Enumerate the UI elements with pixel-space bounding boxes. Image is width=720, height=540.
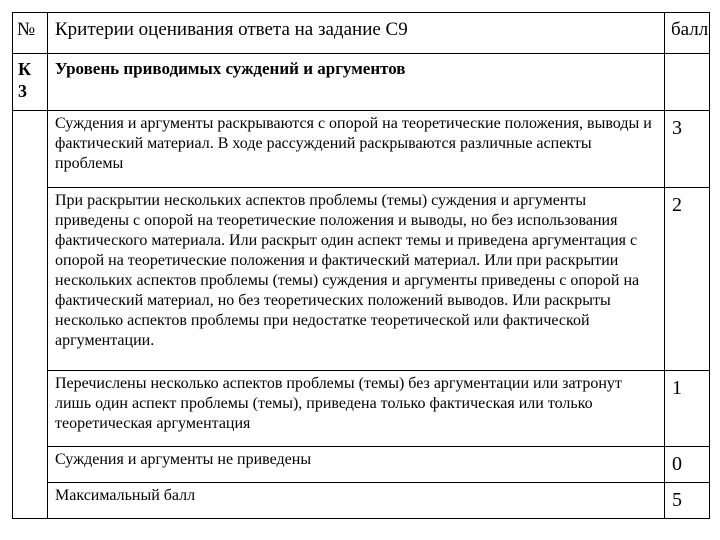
max-score-label: Максимальный балл (48, 483, 665, 519)
section-code-cell (13, 54, 48, 111)
section-title: Уровень приводимых суждений и аргументов (48, 54, 665, 111)
criterion-text: При раскрытии нескольких аспектов проблемы (темы) суждения и аргументы приведены с опорой на теоретические положения и выводы, но без использования фактического материала. Или раскрыт один аспект темы и приведена аргументация с опорой на теоретические положения и фактический материал. Или при раскрытии нескольких аспектов проблемы (темы) суждения и аргументы приведены с опорой на фактический материал, но без теоретических положений выводов. Или раскрыты несколько аспектов проблемы при недостатке теоретической или фактической аргументации. (48, 188, 665, 371)
criterion-text: Суждения и аргументы не приведены (48, 447, 665, 483)
criterion-score: 2 (665, 188, 710, 371)
max-score-value: 5 (665, 483, 710, 519)
table-row (13, 447, 710, 483)
table-row (13, 371, 710, 447)
number-column-merged-cell (13, 111, 48, 519)
section-code-number: 3 (18, 81, 27, 101)
header-points-cell: балл (665, 13, 710, 54)
criterion-score: 3 (665, 111, 710, 188)
table-row (13, 188, 710, 371)
criterion-score: 1 (665, 371, 710, 447)
section-code-letter: К (18, 59, 32, 79)
table-row (13, 111, 710, 188)
max-score-row (13, 483, 710, 519)
header-criteria-cell: Критерии оценивания ответа на задание С9 (48, 13, 665, 54)
section-row (13, 54, 710, 111)
criteria-table (12, 12, 710, 519)
criterion-score: 0 (665, 447, 710, 483)
header-row (13, 13, 710, 54)
section-points-cell (665, 54, 710, 111)
header-number-cell: № (13, 13, 48, 54)
criterion-text: Перечислены несколько аспектов проблемы (темы) без аргументации или затронут лишь один аспект проблемы (темы), приведена только фактическая или только теоретическая аргументация (48, 371, 665, 447)
criterion-text: Суждения и аргументы раскрываются с опорой на теоретические положения, выводы и фактический материал. В ходе рассуждений раскрываются различные аспекты проблемы (48, 111, 665, 188)
